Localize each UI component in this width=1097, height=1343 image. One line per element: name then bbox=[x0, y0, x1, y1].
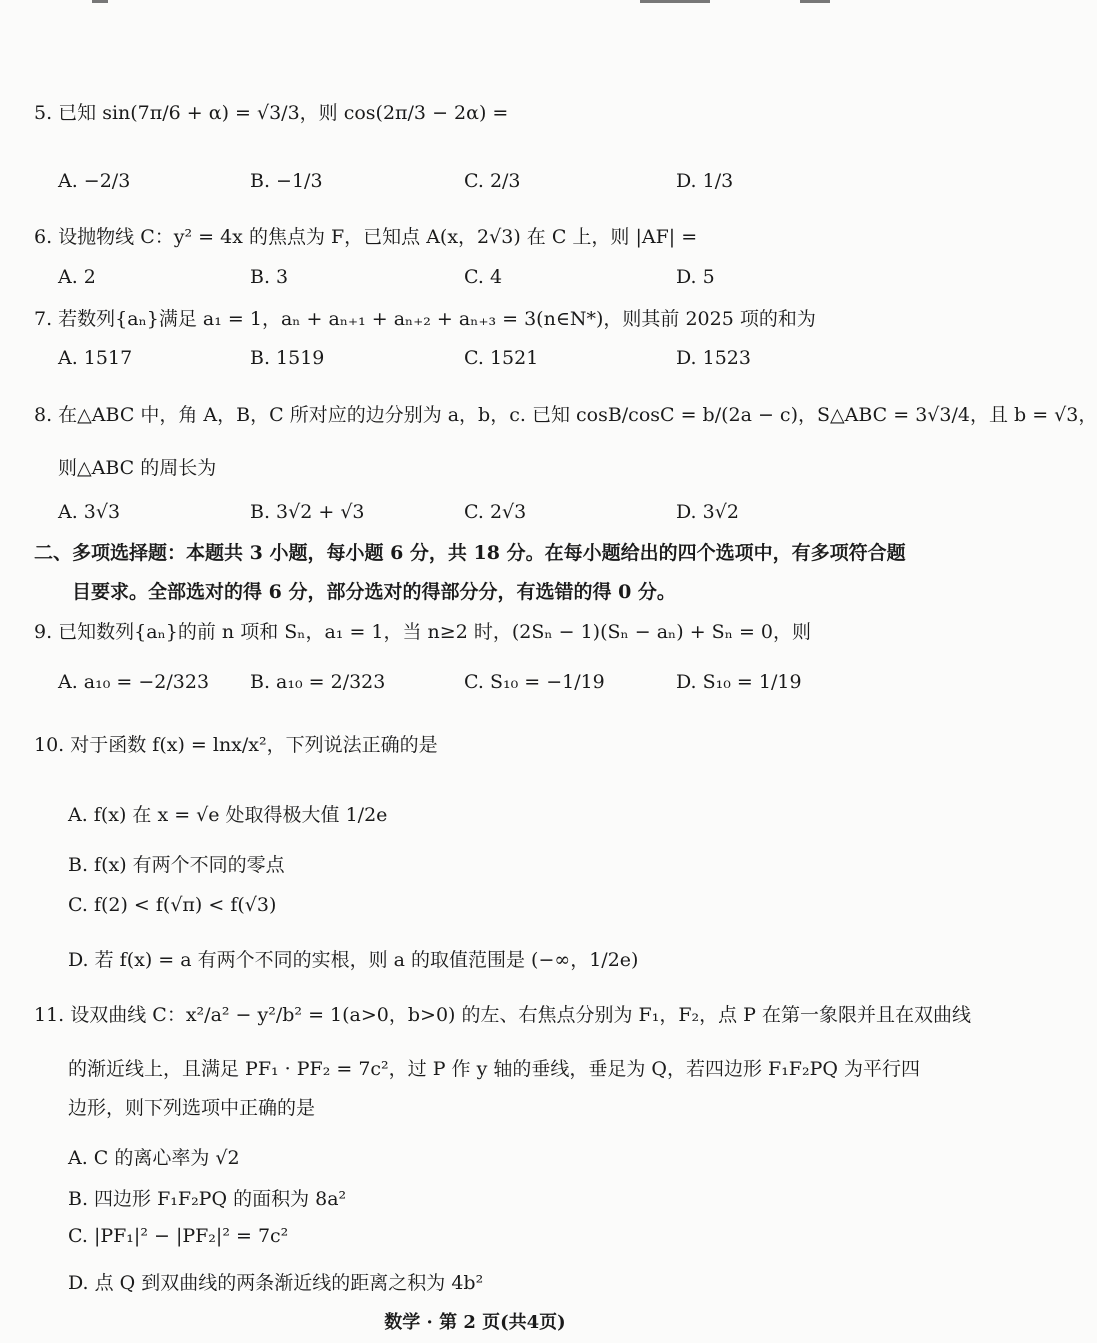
q8-stem-continued: 则△ABC 的周长为 bbox=[58, 457, 217, 479]
q11-option-c: C. |PF₁|² − |PF₂|² = 7c² bbox=[68, 1225, 289, 1247]
q10-option-c: C. f(2) < f(√π) < f(√3) bbox=[68, 894, 277, 916]
q11-option-b: B. 四边形 F₁F₂PQ 的面积为 8a² bbox=[68, 1188, 347, 1210]
q8-option-a: A. 3√3 bbox=[58, 501, 121, 523]
q9-option-a: A. a₁₀ = −2/323 bbox=[58, 671, 210, 693]
q7-option-a: A. 1517 bbox=[58, 347, 133, 369]
q5-stem: 5. 已知 sin(7π/6 + α) = √3/3，则 cos(2π/3 − 2α) = bbox=[34, 102, 509, 124]
q10-option-d: D. 若 f(x) = a 有两个不同的实根，则 a 的取值范围是 (−∞，1/2e) bbox=[68, 949, 639, 971]
q5-option-c: C. 2/3 bbox=[464, 170, 521, 192]
q7-option-b: B. 1519 bbox=[250, 347, 325, 369]
page-footer: 数学 · 第 2 页(共4页) bbox=[384, 1312, 566, 1333]
q8-stem: 8. 在△ABC 中，角 A，B，C 所对应的边分别为 a，b，c. 已知 cosB/cosC = b/(2a − c)，S△ABC = 3√3/4，且 b = √3， bbox=[34, 404, 1097, 426]
q9-option-b: B. a₁₀ = 2/323 bbox=[250, 671, 386, 693]
q5-option-b: B. −1/3 bbox=[250, 170, 323, 192]
q11-stem-continued-1: 的渐近线上，且满足 PF₁ · PF₂ = 7c²，过 P 作 y 轴的垂线，垂足为 Q，若四边形 F₁F₂PQ 为平行四 bbox=[68, 1058, 921, 1080]
q6-option-d: D. 5 bbox=[676, 266, 715, 288]
top-edge-marks bbox=[0, 0, 950, 10]
section2-heading: 二、多项选择题：本题共 3 小题，每小题 6 分，共 18 分。在每小题给出的四个选项中，有多项符合题 bbox=[34, 542, 906, 564]
q8-option-b: B. 3√2 + √3 bbox=[250, 501, 365, 523]
q6-option-a: A. 2 bbox=[58, 266, 96, 288]
q5-option-d: D. 1/3 bbox=[676, 170, 734, 192]
q10-stem: 10. 对于函数 f(x) = lnx/x²，下列说法正确的是 bbox=[34, 734, 438, 756]
q6-option-b: B. 3 bbox=[250, 266, 289, 288]
q11-stem: 11. 设双曲线 C：x²/a² − y²/b² = 1(a>0，b>0) 的左、右焦点分别为 F₁，F₂，点 P 在第一象限并且在双曲线 bbox=[34, 1004, 972, 1026]
q9-option-d: D. S₁₀ = 1/19 bbox=[676, 671, 802, 693]
q11-option-a: A. C 的离心率为 √2 bbox=[68, 1147, 240, 1169]
q6-stem: 6. 设抛物线 C：y² = 4x 的焦点为 F，已知点 A(x，2√3) 在 C 上，则 |AF| = bbox=[34, 226, 698, 248]
q7-option-c: C. 1521 bbox=[464, 347, 539, 369]
q11-option-d: D. 点 Q 到双曲线的两条渐近线的距离之积为 4b² bbox=[68, 1272, 484, 1294]
q8-option-c: C. 2√3 bbox=[464, 501, 527, 523]
q5-option-a: A. −2/3 bbox=[58, 170, 131, 192]
q10-option-a: A. f(x) 在 x = √e 处取得极大值 1/2e bbox=[68, 804, 388, 826]
section2-heading-continued: 目要求。全部选对的得 6 分，部分选对的得部分分，有选错的得 0 分。 bbox=[72, 581, 676, 603]
q8-option-d: D. 3√2 bbox=[676, 501, 739, 523]
q7-stem: 7. 若数列{aₙ}满足 a₁ = 1，aₙ + aₙ₊₁ + aₙ₊₂ + aₙ₊₃ = 3(n∈N*)，则其前 2025 项的和为 bbox=[34, 308, 816, 330]
q10-option-b: B. f(x) 有两个不同的零点 bbox=[68, 854, 285, 876]
q6-option-c: C. 4 bbox=[464, 266, 503, 288]
q7-option-d: D. 1523 bbox=[676, 347, 751, 369]
q9-option-c: C. S₁₀ = −1/19 bbox=[464, 671, 605, 693]
q11-stem-continued-2: 边形，则下列选项中正确的是 bbox=[68, 1097, 316, 1119]
q9-stem: 9. 已知数列{aₙ}的前 n 项和 Sₙ，a₁ = 1，当 n≥2 时，(2Sₙ − 1)(Sₙ − aₙ) + Sₙ = 0，则 bbox=[34, 621, 812, 643]
